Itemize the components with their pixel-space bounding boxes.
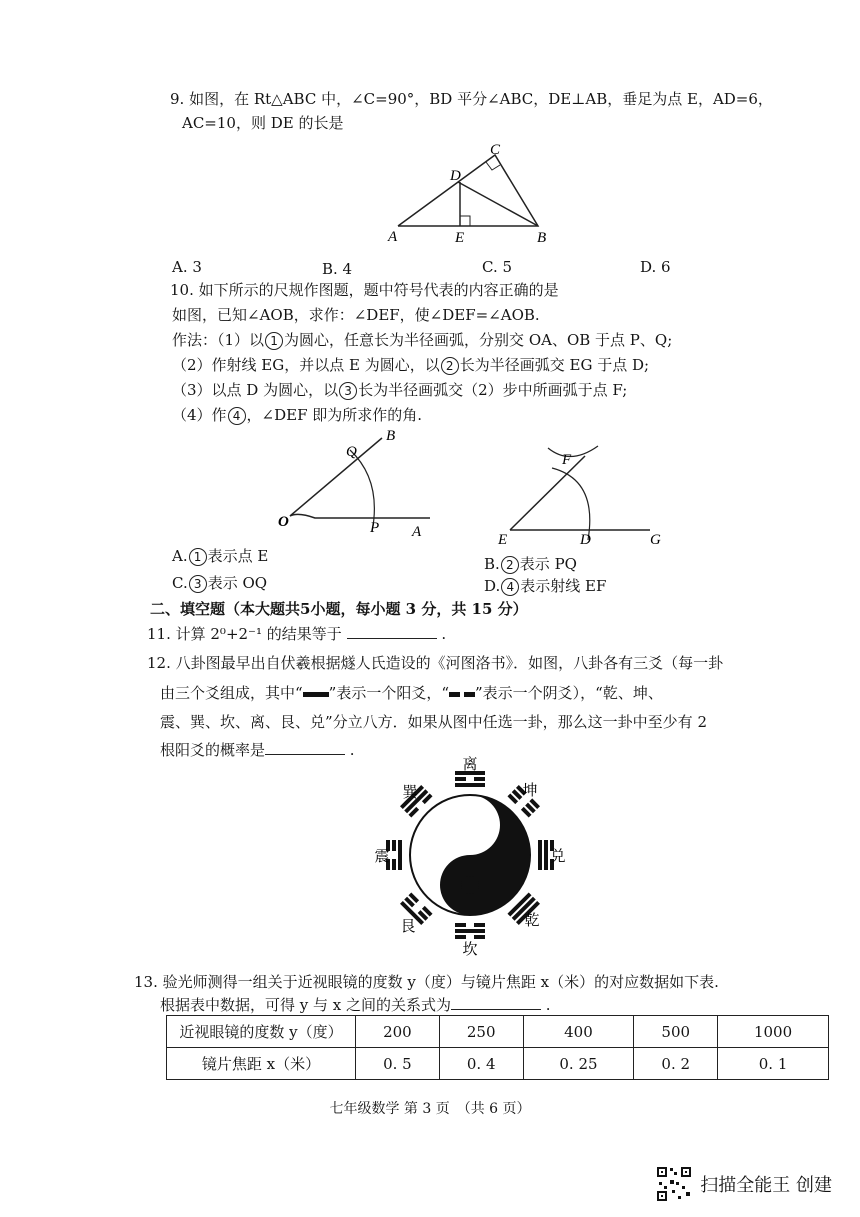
- q10-step2: [172, 355, 649, 375]
- trigram-label-kun: 坤: [522, 783, 538, 799]
- yin-line-segment: [474, 777, 485, 781]
- q10-option-a: [172, 545, 268, 566]
- yin-line-segment: [392, 840, 396, 851]
- yang-line: [544, 840, 548, 870]
- q12-line4: [160, 740, 355, 760]
- q12-line3: 震、巽、坎、离、艮、兑”分立八方．如果从图中任选一卦，那么这一卦中至少有 2: [160, 713, 707, 731]
- q12-line2: [160, 683, 663, 703]
- q12-line2-b: ”表示一个阳爻，“: [328, 684, 450, 702]
- q10-step2-a: （2）作射线 EG，并以点 E 为圆心，以: [172, 356, 440, 374]
- taiji-dot-white: [461, 816, 479, 834]
- q9-option-d: D. 6: [640, 258, 671, 276]
- q10-step3-b: 长为半径画弧交（2）步中所画弧于点 F;: [358, 381, 628, 399]
- q12-line1: 12. 八卦图最早出自伏羲根据燧人氏造设的《河图洛书》．如图，八卦各有三爻（每一卦: [147, 654, 724, 672]
- trigram-label-li: 离: [462, 757, 478, 773]
- q10-option-c-text: 表示 OQ: [207, 574, 268, 592]
- label-f: F: [562, 452, 572, 468]
- q13-answer-blank[interactable]: [451, 995, 541, 1010]
- arc-f: [548, 446, 598, 457]
- label-d2: D: [580, 532, 591, 548]
- q13-line1: 13. 验光师测得一组关于近视眼镜的度数 y（度）与镜片焦距 x（米）的对应数据如下表.: [134, 973, 719, 991]
- q10-option-b-prefix: B.: [484, 555, 500, 573]
- table-cell: 400: [523, 1016, 634, 1048]
- circled-3: 3: [189, 575, 207, 593]
- q10-step1: [172, 330, 672, 350]
- ray-ef: [510, 456, 585, 530]
- trigram-label-zhen: 震: [374, 849, 390, 865]
- circled-3: 3: [339, 382, 357, 400]
- circled-4: 4: [501, 578, 519, 596]
- label-d: D: [450, 168, 461, 184]
- table-cell: 近视眼镜的度数 y（度）: [167, 1016, 356, 1048]
- section-2-heading: 二、填空题（本大题共5小题，每小题 3 分，共 15 分）: [150, 600, 528, 618]
- q13-data-table: [166, 1015, 829, 1080]
- table-row: [167, 1048, 829, 1080]
- trigram-label-gen: 艮: [400, 919, 416, 935]
- yang-line: [398, 840, 402, 870]
- table-cell: 1000: [718, 1016, 829, 1048]
- label-q: Q: [346, 444, 357, 460]
- qr-code-icon: [656, 1166, 692, 1202]
- q10-step1-b: 为圆心，任意长为半径画弧，分别交 OA、OB 于点 P、Q;: [284, 331, 673, 349]
- table-cell: 200: [356, 1016, 440, 1048]
- yang-yao-symbol: [303, 692, 329, 697]
- yin-yao-right: [464, 692, 475, 697]
- q12-answer-blank[interactable]: [265, 740, 345, 755]
- yin-line-segment: [455, 923, 466, 927]
- q10-option-d-prefix: D.: [484, 577, 501, 595]
- table-cell: 250: [439, 1016, 523, 1048]
- trigram-kan: [455, 923, 485, 939]
- bagua-figure: [340, 752, 600, 964]
- q10-option-d: [484, 575, 606, 596]
- label-g: G: [650, 532, 661, 548]
- table-cell: 0. 4: [439, 1048, 523, 1080]
- yin-line-segment: [474, 923, 485, 927]
- table-cell: 500: [634, 1016, 718, 1048]
- trigram-li: [455, 771, 485, 787]
- q12-line2-a: 由三个爻组成，其中“: [160, 684, 303, 702]
- label-e2: E: [498, 532, 508, 548]
- label-c: C: [490, 142, 501, 158]
- yang-line: [455, 783, 485, 787]
- scanner-watermark: [656, 1166, 832, 1202]
- q10-step4-b: ，∠DEF 即为所求作的角.: [246, 406, 423, 424]
- right-angle-c: [486, 162, 500, 170]
- yin-line-segment: [455, 935, 466, 939]
- q10-option-a-prefix: A.: [172, 547, 188, 565]
- q9-stem-line2: AC=10，则 DE 的长是: [182, 114, 344, 132]
- q10-step4-a: （4）作: [172, 406, 227, 424]
- yin-yao-left: [449, 692, 460, 697]
- q9-option-a: A. 3: [172, 258, 202, 276]
- table-cell: 镜片焦距 x（米）: [167, 1048, 356, 1080]
- circled-1: 1: [189, 548, 207, 566]
- q13-line2: [160, 995, 551, 1015]
- table-row: [167, 1016, 829, 1048]
- trigram-label-qian: 乾: [524, 913, 540, 929]
- q10-option-b-text: 表示 PQ: [519, 555, 577, 573]
- q10-angle-aob-figure: [270, 420, 450, 542]
- q12-end: .: [349, 741, 355, 759]
- label-b2: B: [386, 428, 396, 444]
- yin-line-segment: [455, 777, 466, 781]
- page-footer: 七年级数学 第 3 页 （共 6 页）: [329, 1101, 531, 1117]
- yang-line: [538, 840, 542, 870]
- q10-step2-b: 长为半径画弧交 EG 于点 D;: [459, 356, 650, 374]
- label-a2: A: [412, 524, 422, 540]
- arc-d: [552, 468, 590, 540]
- yin-line-segment: [392, 859, 396, 870]
- q9-option-b: B. 4: [322, 260, 353, 278]
- q10-stem: 10. 如下所示的尺规作图题，题中符号代表的内容正确的是: [170, 281, 559, 299]
- q10-angle-def-figure: [490, 440, 680, 550]
- circled-1: 1: [265, 332, 283, 350]
- q10-step1-a: 作法：（1）以: [172, 331, 265, 349]
- q10-option-c: [172, 572, 267, 593]
- taiji-dot-black: [461, 876, 479, 894]
- q11-end: .: [441, 625, 447, 643]
- trigram-label-kan: 坎: [462, 942, 478, 958]
- ray-oa: [290, 514, 430, 518]
- label-p: P: [370, 520, 380, 536]
- q11: [147, 624, 446, 644]
- label-e: E: [455, 230, 465, 246]
- q11-answer-blank[interactable]: [347, 624, 437, 639]
- table-cell: 0. 1: [718, 1048, 829, 1080]
- table-cell: 0. 25: [523, 1048, 634, 1080]
- q9-option-c: C. 5: [482, 258, 513, 276]
- label-a: A: [388, 229, 398, 245]
- q10-option-b: [484, 553, 577, 574]
- circled-2: 2: [441, 357, 459, 375]
- q11-text: 11. 计算 2⁰+2⁻¹ 的结果等于: [147, 625, 342, 643]
- label-o: O: [278, 514, 289, 530]
- q10-option-d-text: 表示射线 EF: [520, 577, 607, 595]
- yin-line-segment: [474, 935, 485, 939]
- circled-2: 2: [501, 556, 519, 574]
- circled-4: 4: [228, 407, 246, 425]
- trigram-label-xun: 巽: [402, 785, 418, 801]
- trigram-label-dui: 兑: [550, 849, 566, 865]
- q10-step3-a: （3）以点 D 为圆心，以: [172, 381, 339, 399]
- right-angle-e: [460, 216, 470, 226]
- table-cell: 0. 2: [634, 1048, 718, 1080]
- q10-step3: [172, 380, 627, 400]
- q12-line4-text: 根阳爻的概率是: [160, 741, 266, 759]
- label-b: B: [537, 230, 547, 246]
- q10-given: 如图，已知∠AOB，求作：∠DEF，使∠DEF=∠AOB.: [172, 306, 540, 324]
- q9-triangle-figure: [380, 140, 560, 250]
- q12-line2-c: ”表示一个阴爻），“乾、坤、: [475, 684, 663, 702]
- q13-end: .: [545, 996, 551, 1014]
- scanner-watermark-text: 扫描全能王 创建: [700, 1175, 832, 1196]
- q10-option-a-text: 表示点 E: [207, 547, 269, 565]
- q13-line2-text: 根据表中数据，可得 y 与 x 之间的关系式为: [160, 996, 452, 1014]
- q10-option-c-prefix: C.: [172, 574, 188, 592]
- table-cell: 0. 5: [356, 1048, 440, 1080]
- q9-stem-line1: 9. 如图，在 Rt△ABC 中，∠C=90°，BD 平分∠ABC，DE⊥AB，垂足为点 E，AD=6，: [170, 90, 773, 108]
- yang-line: [455, 929, 485, 933]
- triangle-abc: [398, 155, 538, 226]
